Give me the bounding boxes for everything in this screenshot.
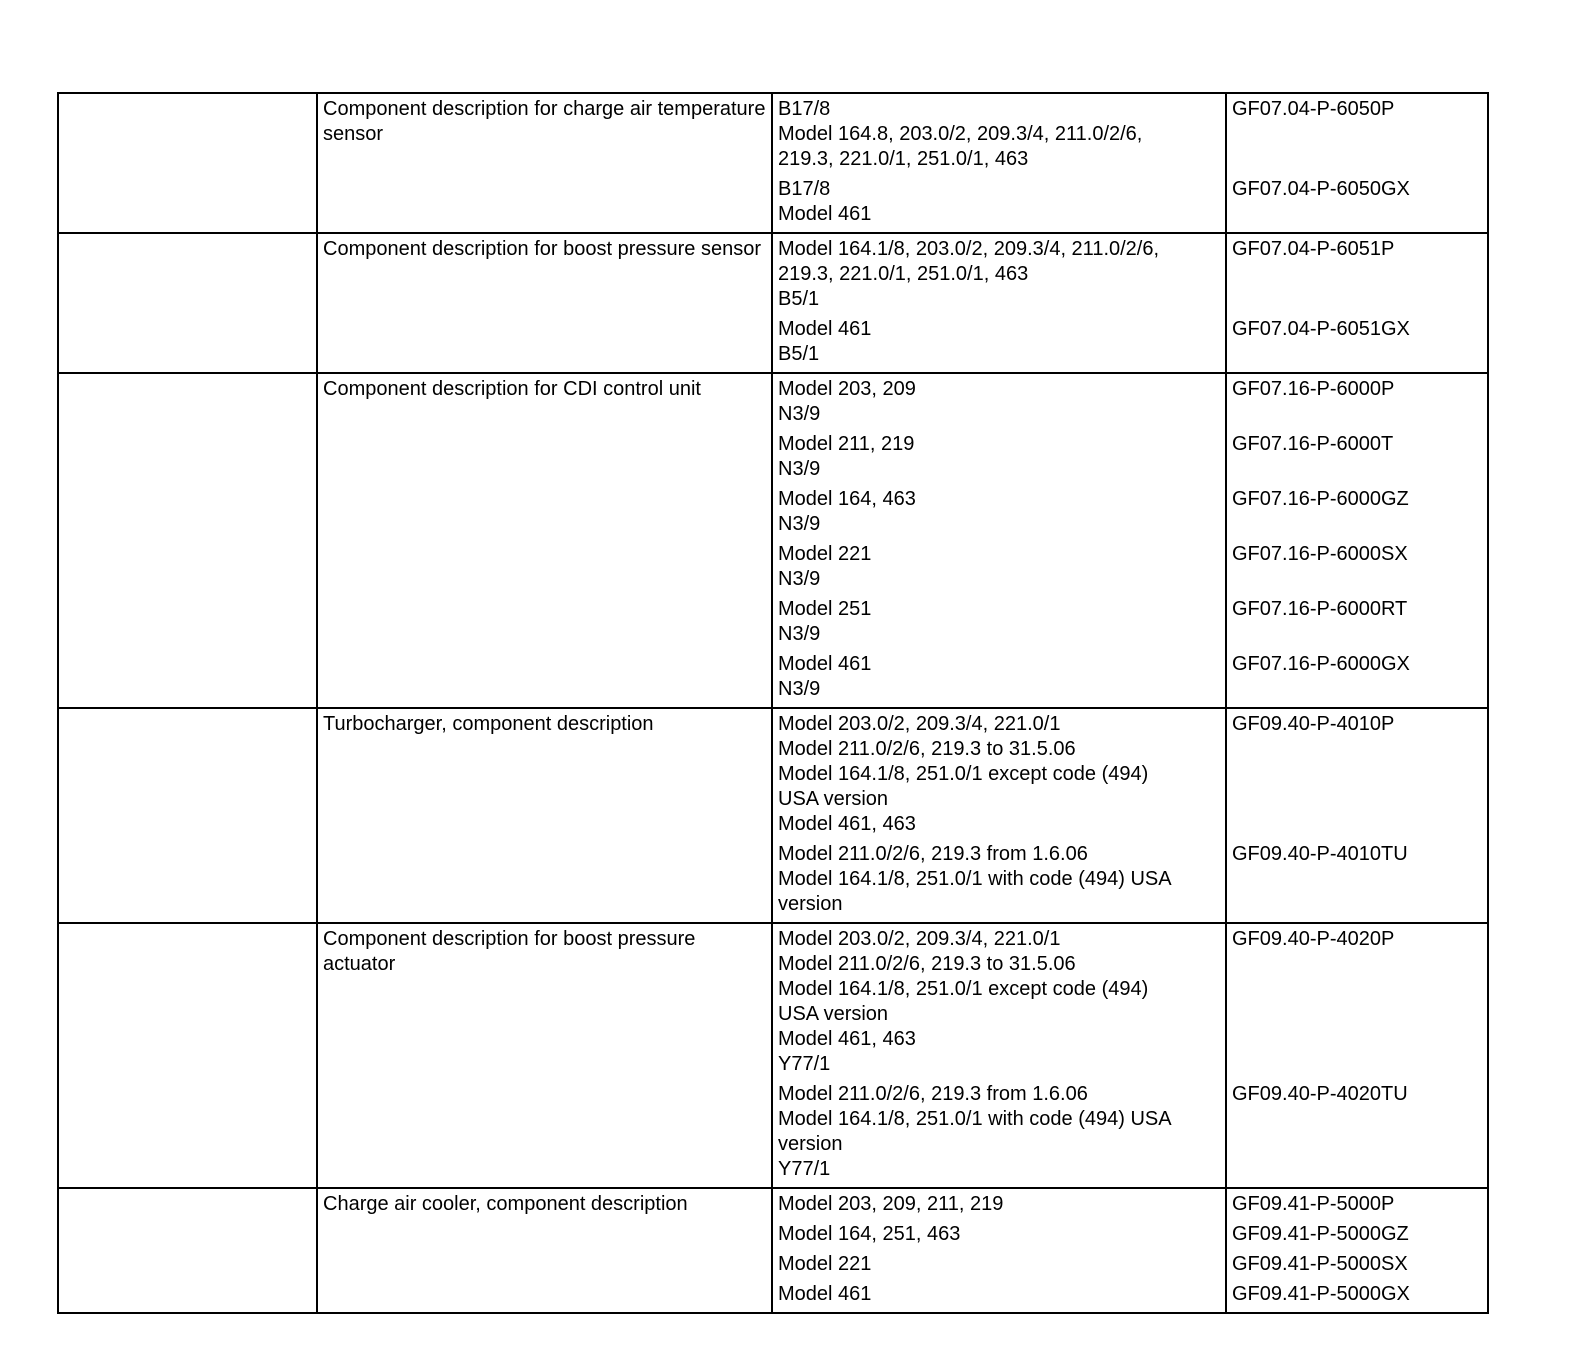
- model-line: Model 164.1/8, 203.0/2, 209.3/4, 211.0/2/6,: [778, 238, 1160, 260]
- model-line: Model 211, 219: [778, 433, 915, 455]
- model-entry: [778, 597, 1220, 652]
- model-line: Model 164.8, 203.0/2, 209.3/4, 211.0/2/6,: [778, 123, 1143, 145]
- model-line: Model 461: [778, 318, 872, 340]
- document-reference: GF09.41-P-5000GX: [1232, 1283, 1410, 1305]
- document-reference: GF07.16-P-6000P: [1232, 378, 1395, 400]
- model-line: Model 211.0/2/6, 219.3 to 31.5.06: [778, 953, 1076, 975]
- model-line: Y77/1: [778, 1053, 831, 1075]
- component-description: Turbocharger, component description: [317, 708, 772, 923]
- component-description: Component description for charge air temperature sensor: [317, 93, 772, 233]
- document-reference-cell: [1226, 1188, 1488, 1313]
- table-row: [58, 233, 1488, 373]
- document-reference: GF07.16-P-6000RT: [1232, 598, 1408, 620]
- document-reference-cell: [1226, 923, 1488, 1188]
- document-reference-cell: [1226, 93, 1488, 233]
- model-line: Y77/1: [778, 1158, 831, 1180]
- model-line: USA version: [778, 788, 889, 810]
- document-reference: GF07.16-P-6000GZ: [1232, 488, 1409, 510]
- blank-cell: [58, 923, 317, 1188]
- model-line: Model 461, 463: [778, 1028, 916, 1050]
- document-reference: GF07.16-P-6000T: [1232, 433, 1394, 455]
- model-line: N3/9: [778, 623, 821, 645]
- model-entry: [778, 177, 1220, 232]
- model-entry: [778, 1082, 1220, 1187]
- model-line: N3/9: [778, 513, 821, 535]
- model-line: N3/9: [778, 403, 821, 425]
- document-reference: GF09.41-P-5000GZ: [1232, 1223, 1409, 1245]
- model-entry: [778, 1252, 1220, 1282]
- model-line: Model 221: [778, 543, 872, 565]
- model-applicability-cell: [772, 233, 1226, 373]
- component-description: Charge air cooler, component description: [317, 1188, 772, 1313]
- document-reference: GF07.04-P-6050P: [1232, 98, 1395, 120]
- blank-cell: [58, 373, 317, 708]
- blank-cell: [58, 708, 317, 923]
- model-entry: [778, 487, 1220, 542]
- model-line: Model 211.0/2/6, 219.3 to 31.5.06: [778, 738, 1076, 760]
- model-entry: [778, 1222, 1220, 1252]
- component-description: Component description for CDI control unit: [317, 373, 772, 708]
- model-entry: [778, 317, 1220, 372]
- model-applicability-cell: [772, 923, 1226, 1188]
- model-entry: [778, 1282, 1220, 1312]
- model-entry: [778, 927, 1220, 1082]
- model-line: Model 461: [778, 203, 872, 225]
- model-line: Model 211.0/2/6, 219.3 from 1.6.06: [778, 1083, 1088, 1105]
- model-line: 219.3, 221.0/1, 251.0/1, 463: [778, 263, 1029, 285]
- table-row: [58, 708, 1488, 923]
- document-reference-cell: [1226, 233, 1488, 373]
- component-description: Component description for boost pressure sensor: [317, 233, 772, 373]
- model-entry: [778, 97, 1220, 177]
- document-reference: GF07.04-P-6051GX: [1232, 318, 1410, 340]
- model-line: Model 164.1/8, 251.0/1 with code (494) USA: [778, 868, 1172, 890]
- model-line: Model 211.0/2/6, 219.3 from 1.6.06: [778, 843, 1088, 865]
- document-reference: GF09.40-P-4020TU: [1232, 1083, 1408, 1105]
- model-line: Model 164, 463: [778, 488, 916, 510]
- table-row: [58, 1188, 1488, 1313]
- model-line: Model 203, 209: [778, 378, 916, 400]
- model-line: Model 203.0/2, 209.3/4, 221.0/1: [778, 713, 1061, 735]
- document-reference: GF09.41-P-5000P: [1232, 1193, 1395, 1215]
- model-line: B17/8: [778, 178, 831, 200]
- blank-cell: [58, 93, 317, 233]
- model-line: version: [778, 1133, 843, 1155]
- model-applicability-cell: [772, 93, 1226, 233]
- model-line: Model 203, 209, 211, 219: [778, 1193, 1004, 1215]
- document-reference: GF09.40-P-4020P: [1232, 928, 1395, 950]
- blank-cell: [58, 1188, 317, 1313]
- document-reference: GF07.16-P-6000GX: [1232, 653, 1410, 675]
- model-line: Model 164.1/8, 251.0/1 except code (494): [778, 978, 1149, 1000]
- model-line: Model 461, 463: [778, 813, 916, 835]
- model-line: B5/1: [778, 288, 820, 310]
- model-applicability-cell: [772, 373, 1226, 708]
- table-row: [58, 373, 1488, 708]
- model-line: Model 203.0/2, 209.3/4, 221.0/1: [778, 928, 1061, 950]
- component-description: Component description for boost pressure actuator: [317, 923, 772, 1188]
- component-reference-table: [57, 92, 1489, 1314]
- document-reference: GF09.40-P-4010TU: [1232, 843, 1408, 865]
- document-reference-cell: [1226, 708, 1488, 923]
- model-line: N3/9: [778, 568, 821, 590]
- document-reference: GF07.16-P-6000SX: [1232, 543, 1408, 565]
- blank-cell: [58, 233, 317, 373]
- model-line: USA version: [778, 1003, 889, 1025]
- table-row: [58, 923, 1488, 1188]
- model-entry: [778, 432, 1220, 487]
- model-line: N3/9: [778, 458, 821, 480]
- model-entry: [778, 712, 1220, 842]
- document-reference-cell: [1226, 373, 1488, 708]
- model-line: Model 251: [778, 598, 872, 620]
- model-line: Model 461: [778, 1283, 872, 1305]
- model-entry: [778, 237, 1220, 317]
- model-entry: [778, 1192, 1220, 1222]
- model-line: 219.3, 221.0/1, 251.0/1, 463: [778, 148, 1029, 170]
- model-line: Model 164, 251, 463: [778, 1223, 961, 1245]
- model-applicability-cell: [772, 1188, 1226, 1313]
- model-entry: [778, 377, 1220, 432]
- table-row: [58, 93, 1488, 233]
- model-line: Model 164.1/8, 251.0/1 except code (494): [778, 763, 1149, 785]
- document-reference: GF07.04-P-6050GX: [1232, 178, 1410, 200]
- model-line: Model 164.1/8, 251.0/1 with code (494) USA: [778, 1108, 1172, 1130]
- document-reference: GF09.40-P-4010P: [1232, 713, 1395, 735]
- document-reference: GF09.41-P-5000SX: [1232, 1253, 1408, 1275]
- model-line: version: [778, 893, 843, 915]
- model-entry: [778, 542, 1220, 597]
- table-body: [58, 93, 1488, 1313]
- model-entry: [778, 652, 1220, 707]
- document-reference: GF07.04-P-6051P: [1232, 238, 1395, 260]
- model-line: N3/9: [778, 678, 821, 700]
- model-line: Model 461: [778, 653, 872, 675]
- model-line: Model 221: [778, 1253, 872, 1275]
- model-applicability-cell: [772, 708, 1226, 923]
- model-line: B5/1: [778, 343, 820, 365]
- model-line: B17/8: [778, 98, 831, 120]
- model-entry: [778, 842, 1220, 922]
